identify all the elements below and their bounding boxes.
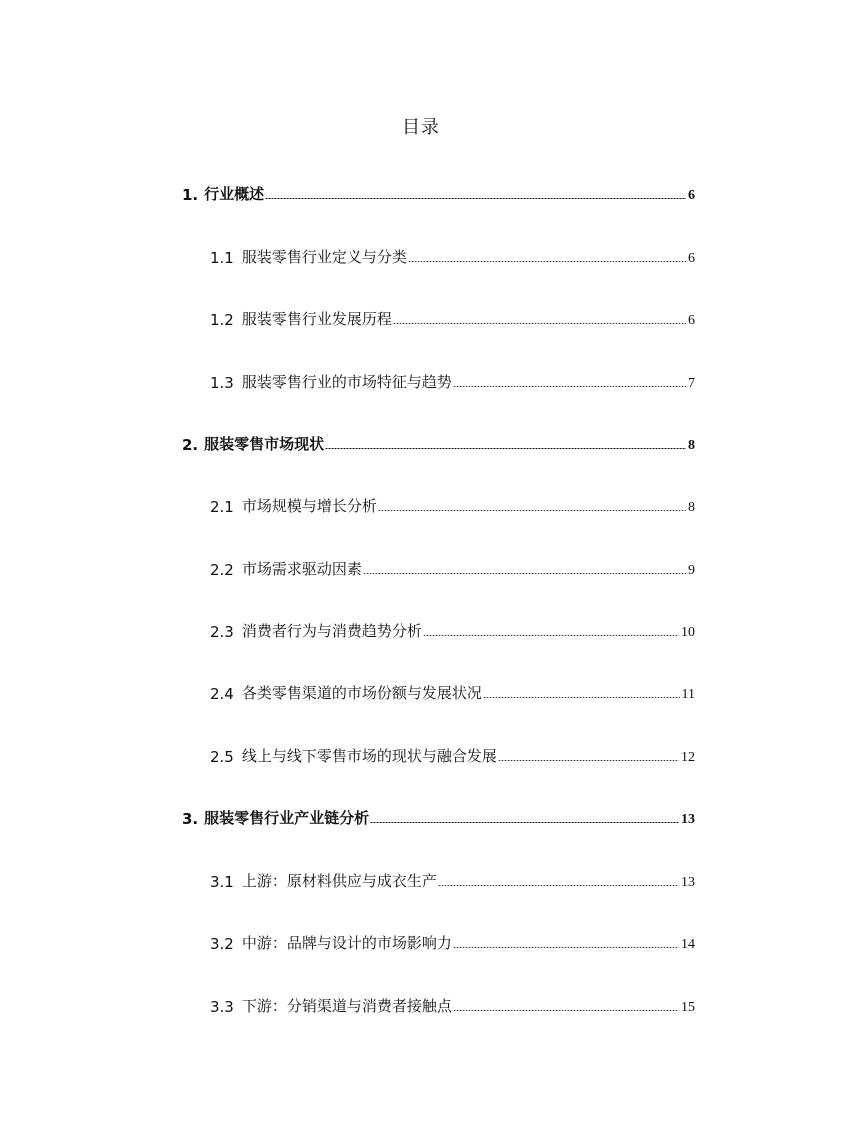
toc-entry-title: 行业概述 xyxy=(204,185,265,203)
dot-leader xyxy=(498,760,679,761)
toc-entry-number: 1.1 xyxy=(210,249,234,267)
toc-entry-number: 2.3 xyxy=(210,623,234,641)
toc-entry-title: 服装零售市场现状 xyxy=(204,435,325,453)
dot-leader xyxy=(393,323,686,324)
toc-entry-title: 服装零售行业定义与分类 xyxy=(241,248,407,266)
toc-entry-page: 9 xyxy=(688,563,695,578)
toc-entry-page: 10 xyxy=(681,625,695,640)
toc-entry-number: 3. xyxy=(182,810,199,828)
dot-leader xyxy=(483,697,680,698)
toc-entry-page: 15 xyxy=(681,1000,695,1015)
dot-leader xyxy=(363,573,686,574)
toc-entry-number: 1. xyxy=(182,186,199,204)
toc-entry-page: 6 xyxy=(688,188,695,203)
dot-leader xyxy=(453,1010,679,1011)
toc-entry-title: 市场规模与增长分析 xyxy=(241,497,377,515)
toc-entry-page: 6 xyxy=(688,313,695,328)
toc-entry-2[interactable] xyxy=(182,428,695,454)
dot-leader xyxy=(453,386,686,387)
toc-entry-title: 各类零售渠道的市场份额与发展状况 xyxy=(241,684,482,702)
toc-entry-title: 服装零售行业产业链分析 xyxy=(204,809,370,827)
toc-entry-number: 3.2 xyxy=(210,935,234,953)
toc-entry-3[interactable] xyxy=(182,802,695,828)
toc-entry-page: 7 xyxy=(688,376,695,391)
toc-entry-2-3[interactable] xyxy=(210,615,695,641)
toc-entry-number: 2.1 xyxy=(210,498,234,516)
toc-entry-number: 1.2 xyxy=(210,311,234,329)
toc-entry-2-5[interactable] xyxy=(210,740,695,766)
toc-entry-title: 市场需求驱动因素 xyxy=(241,560,362,578)
toc-entry-3-1[interactable] xyxy=(210,865,695,891)
toc-entry-number: 2.4 xyxy=(210,685,234,703)
toc-entry-1-2[interactable] xyxy=(210,303,695,329)
toc-entry-title: 上游：原材料供应与成衣生产 xyxy=(241,872,437,890)
dot-leader xyxy=(265,198,686,199)
dot-leader xyxy=(378,510,686,511)
toc-entry-1-3[interactable] xyxy=(210,366,695,392)
toc-entry-page: 13 xyxy=(681,812,695,827)
toc-entry-number: 2.2 xyxy=(210,561,234,579)
dot-leader xyxy=(438,885,679,886)
toc-entry-number: 3.1 xyxy=(210,873,234,891)
toc-entry-title: 中游：品牌与设计的市场影响力 xyxy=(241,934,452,952)
toc-entry-number: 3.3 xyxy=(210,998,234,1016)
toc-entry-page: 6 xyxy=(688,251,695,266)
toc-entry-title: 消费者行为与消费趋势分析 xyxy=(241,622,422,640)
toc-entry-page: 13 xyxy=(681,875,695,890)
dot-leader xyxy=(408,261,686,262)
toc-entry-1-1[interactable] xyxy=(210,241,695,267)
page-title: 目录 xyxy=(402,117,440,138)
toc-entry-number: 2.5 xyxy=(210,748,234,766)
toc-entry-2-2[interactable] xyxy=(210,553,695,579)
toc-entry-3-2[interactable] xyxy=(210,927,695,953)
toc-entry-number: 2. xyxy=(182,436,199,454)
toc-entry-title: 服装零售行业发展历程 xyxy=(241,310,392,328)
dot-leader xyxy=(453,947,679,948)
dot-leader xyxy=(370,822,679,823)
toc-entry-page: 8 xyxy=(688,500,695,515)
toc-entry-2-4[interactable] xyxy=(210,677,695,703)
toc-entry-3-3[interactable] xyxy=(210,990,695,1016)
toc-entry-page: 12 xyxy=(681,750,695,765)
toc-entry-number: 1.3 xyxy=(210,374,234,392)
dot-leader xyxy=(325,448,686,449)
toc-entry-1[interactable] xyxy=(182,178,695,204)
toc-entry-title: 线上与线下零售市场的现状与融合发展 xyxy=(241,747,497,765)
toc-entry-page: 14 xyxy=(681,937,695,952)
dot-leader xyxy=(423,635,679,636)
toc-entry-title: 服装零售行业的市场特征与趋势 xyxy=(241,373,452,391)
toc-entry-page: 11 xyxy=(681,687,695,702)
toc-entry-title: 下游：分销渠道与消费者接触点 xyxy=(241,997,452,1015)
toc-entry-page: 8 xyxy=(688,438,695,453)
toc-entry-2-1[interactable] xyxy=(210,490,695,516)
